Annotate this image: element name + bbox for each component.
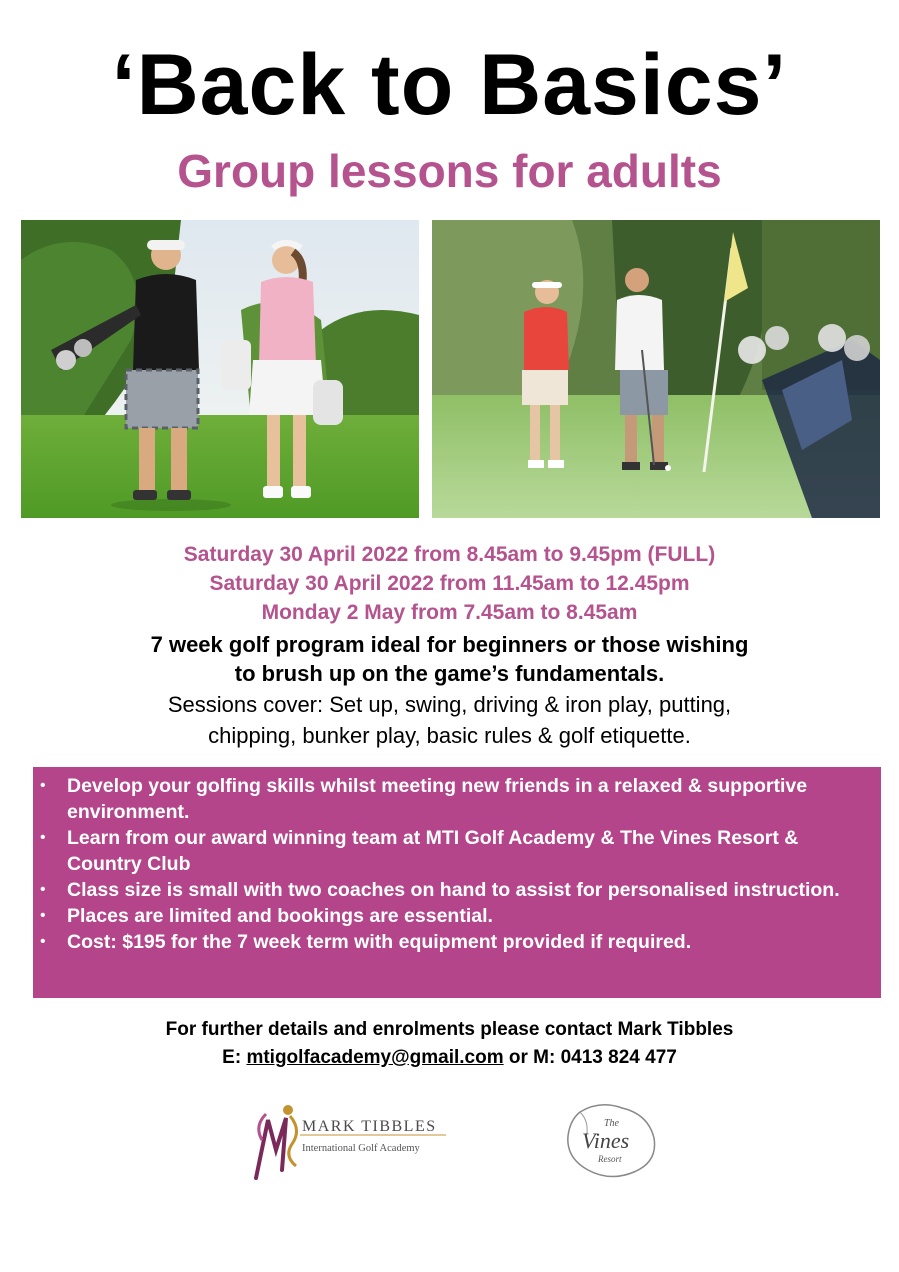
vines-logo-name: Vines [582, 1128, 630, 1153]
mti-logo-name: MARK TIBBLES [302, 1118, 437, 1135]
mti-logo-sub: International Golf Academy [302, 1143, 420, 1154]
list-item-text: Learn from our award winning team at MTI Golf Academy & The Vines Resort & Country Club [67, 827, 799, 875]
session-date: Saturday 30 April 2022 from 11.45am to 12.45pm [209, 572, 690, 595]
session-dates [0, 540, 899, 627]
sessions-line: Sessions cover: Set up, swing, driving & iron play, putting, [167, 692, 732, 717]
sessions-cover [0, 689, 899, 751]
list-item [33, 903, 881, 929]
list-item-text: Class size is small with two coaches on hand to assist for personalised instruction. [67, 879, 840, 901]
contact-info [0, 1016, 899, 1072]
program-description [0, 630, 899, 688]
email-link[interactable]: mtigolfacademy@gmail.com [246, 1047, 504, 1068]
list-item [33, 773, 881, 825]
bullet-icon: • [40, 933, 46, 950]
session-date: Monday 2 May from 7.45am to 8.45am [261, 601, 638, 624]
bullet-icon: • [40, 777, 46, 794]
list-item [33, 929, 881, 955]
contact-line: For further details and enrolments please contact Mark Tibbles [165, 1019, 734, 1040]
page-subtitle: Group lessons for adults [177, 145, 722, 197]
page-title: ‘Back to Basics’ [111, 37, 788, 133]
vines-logo-the: The [604, 1118, 619, 1129]
vines-logo-resort: Resort [598, 1154, 622, 1164]
bullet-icon: • [40, 829, 46, 846]
phone-text: or M: 0413 824 477 [503, 1047, 677, 1068]
program-line: to brush up on the game’s fundamentals. [234, 661, 665, 686]
photo-couple-putting [432, 220, 880, 518]
program-line: 7 week golf program ideal for beginners or those wishing [150, 632, 749, 657]
benefits-box [33, 767, 881, 998]
photo-couple-walking [21, 220, 419, 518]
benefits-list [33, 773, 881, 955]
contact-line-2 [0, 1044, 899, 1072]
bullet-icon: • [40, 907, 46, 924]
session-date: Saturday 30 April 2022 from 8.45am to 9.45pm (FULL) [183, 543, 716, 566]
bullet-icon: • [40, 881, 46, 898]
list-item [33, 825, 881, 877]
email-prefix: E: [222, 1047, 247, 1068]
list-item-text: Places are limited and bookings are essential. [67, 905, 493, 927]
mti-golf-academy-logo [246, 1100, 456, 1182]
sessions-line: chipping, bunker play, basic rules & golf etiquette. [208, 723, 691, 748]
the-vines-resort-logo [560, 1098, 660, 1180]
list-item [33, 877, 881, 903]
list-item-text: Cost: $195 for the 7 week term with equipment provided if required. [67, 931, 692, 953]
list-item-text: Develop your golfing skills whilst meeting new friends in a relaxed & supportive environment. [67, 775, 808, 823]
